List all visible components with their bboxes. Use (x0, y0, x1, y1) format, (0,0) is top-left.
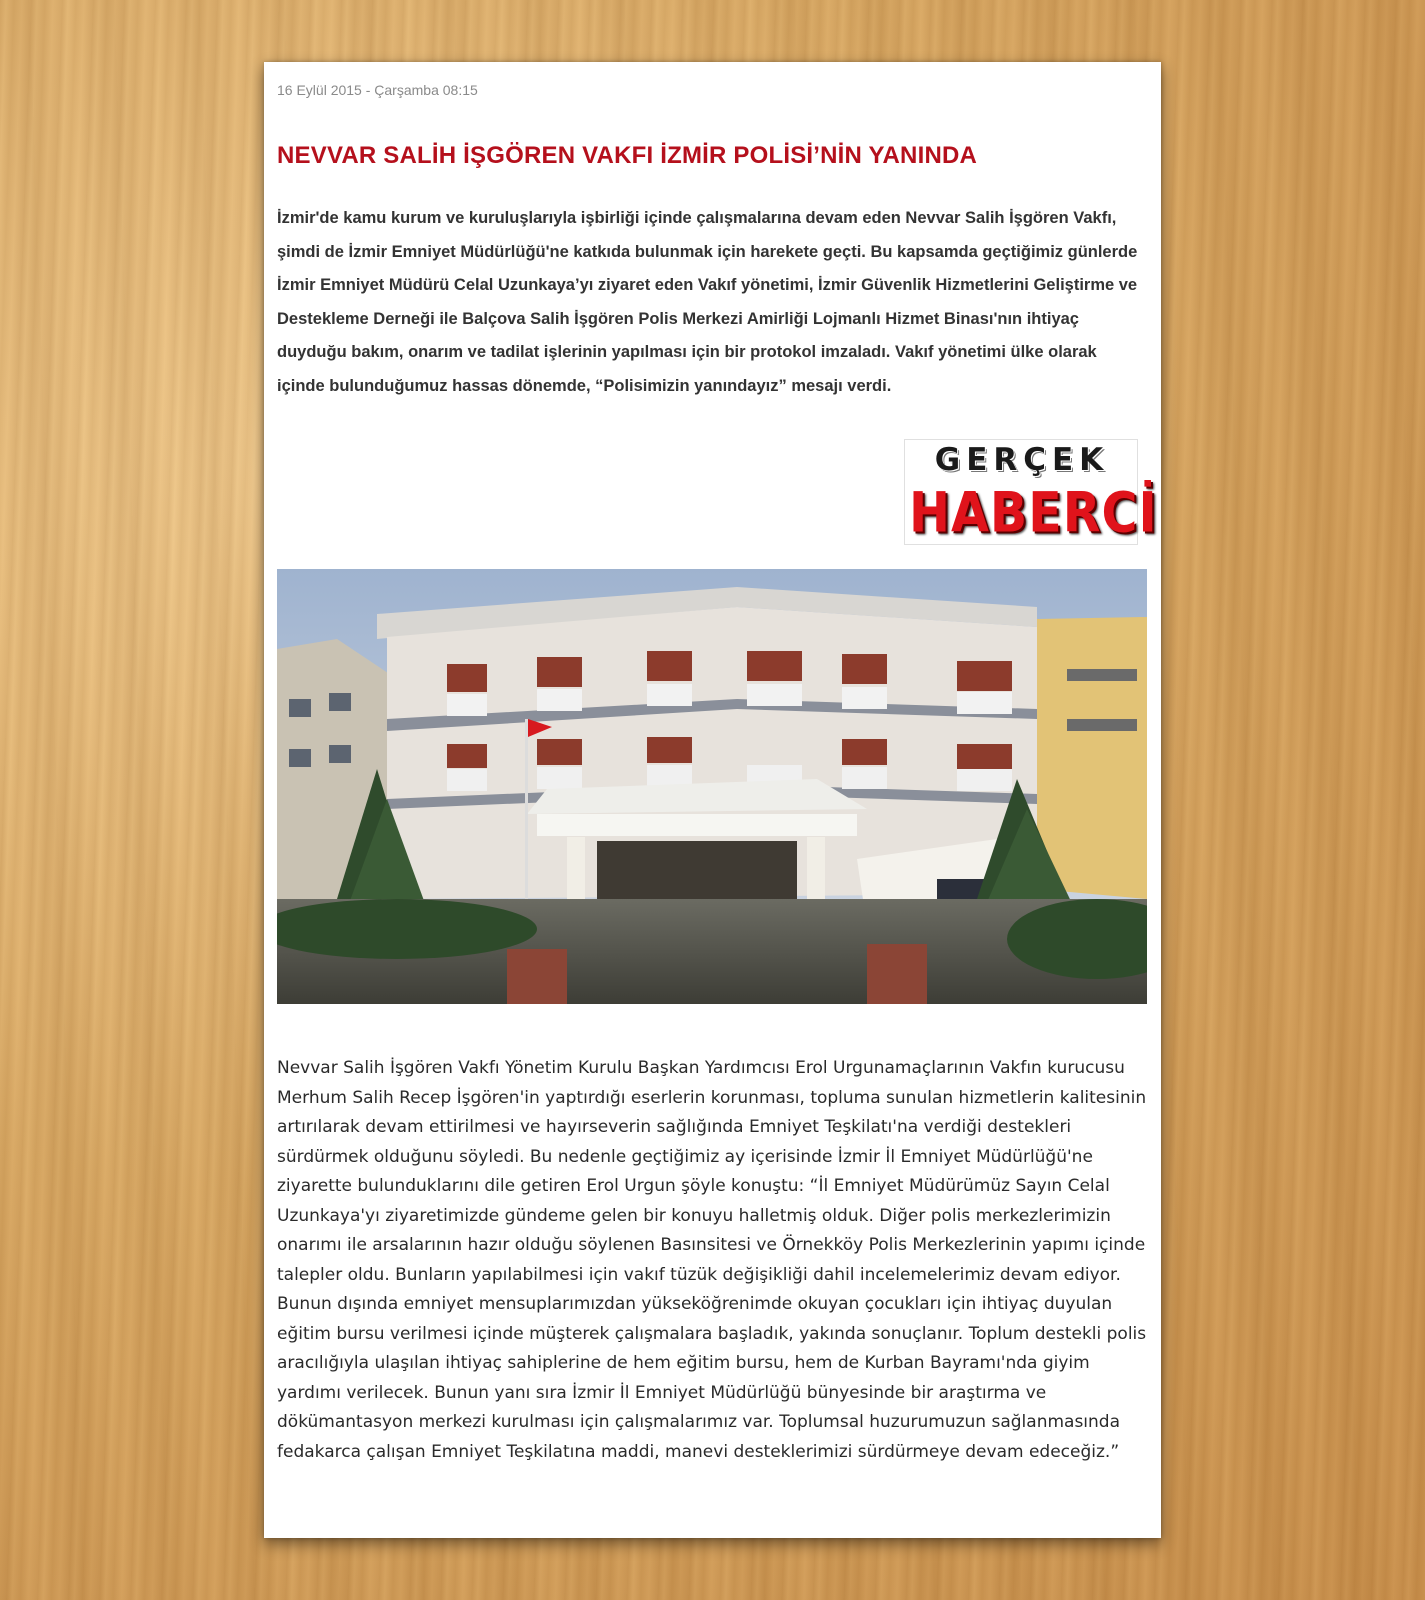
article-lead: İzmir'de kamu kurum ve kuruluşlarıyla işbirliği içinde çalışmalarına devam eden Nevvar Salih İşgören Vakfı, şimdi de İzmir Emniyet Müdürlüğü'ne katkıda bulunmak için harekete geçti. Bu kapsamda geçtiğimiz günlerde İzmir Emniyet Müdürü Celal Uzunkaya’yı ziyaret eden Vakıf yönetimi, İzmir Güvenlik Hizmetlerini Geliştirme ve Destekleme Derneği ile Balçova Salih İşgören Polis Merkezi Amirliği Lojmanlı Hizmet Binası'nın ihtiyaç duyduğu bakım, onarım ve tadilat işlerinin yapılması için bir protokol imzaladı. Vakıf yönetimi ülke olarak içinde bulunduğumuz hassas dönemde, “Polisimizin yanındayız” mesajı verdi. (277, 209, 1138, 395)
gercek-haberci-logo (904, 439, 1158, 545)
article-body: Nevvar Salih İşgören Vakfı Yönetim Kurulu Başkan Yardımcısı Erol Urgunamaçlarının Vakfın kurucusu Merhum Salih Recep İşgören'in yaptırdığı eserlerin korunması, topluma sunulan hizmetlerin kalitesinin artırılarak devam ettirilmesi ve hayırseverin sağlığında Emniyet Teşkilatı'na verdiği destekleri sürdürmek olduğunu söyledi. Bu nedenle geçtiğimiz ay içerisinde İzmir İl Emniyet Müdürlüğü'ne ziyarette bulunduklarını dile getiren Erol Urgun şöyle konuştu: “İl Emniyet Müdürümüz Sayın Celal Uzunkaya'yı ziyaretimizde gündeme gelen bir konuyu halletmiş olduk. Diğer polis merkezlerimizin onarımı ile arsalarının hazır olduğu söylenen Basınsitesi ve Örnekköy Polis Merkezlerinin yapımı içinde talepler oldu. Bunların yapılabilmesi için vakıf tüzük değişikliği dahil incelemelerimiz devam ediyor. Bunun dışında emniyet mensuplarımızdan yükseköğrenimde okuyan çocukları için ihtiyaç duyulan eğitim bursu verilmesi içinde müşterek çalışmalara başladık, yakında sonuçlanır. Toplum destekli polis aracılığıyla ulaşılan ihtiyaç sahiplerine de hem eğitim bursu, hem de Kurban Bayramı'nda giyim yardımı verilecek. Bunun yanı sıra İzmir İl Emniyet Müdürlüğü bünyesinde bir araştırma ve dökümantasyon merkezi kurulması için çalışmalarımız var. Toplumsal huzurumuzun sağlanmasında fedakarca çalışan Emniyet Teşkilatına maddi, manevi desteklerimizi sürdürmeye devam edeceğiz.” (277, 1058, 1147, 1462)
article-date: 16 Eylül 2015 - Çarşamba 08:15 (277, 82, 478, 98)
logo-bottom-text: HABERCİ (909, 480, 1158, 545)
article-card (264, 62, 1161, 1538)
article-headline: NEVVAR SALİH İŞGÖREN VAKFI İZMİR POLİSİ’NİN YANINDA (277, 142, 978, 169)
police-station-photo (277, 569, 1147, 1004)
logo-top-text: GERÇEK (934, 442, 1110, 478)
